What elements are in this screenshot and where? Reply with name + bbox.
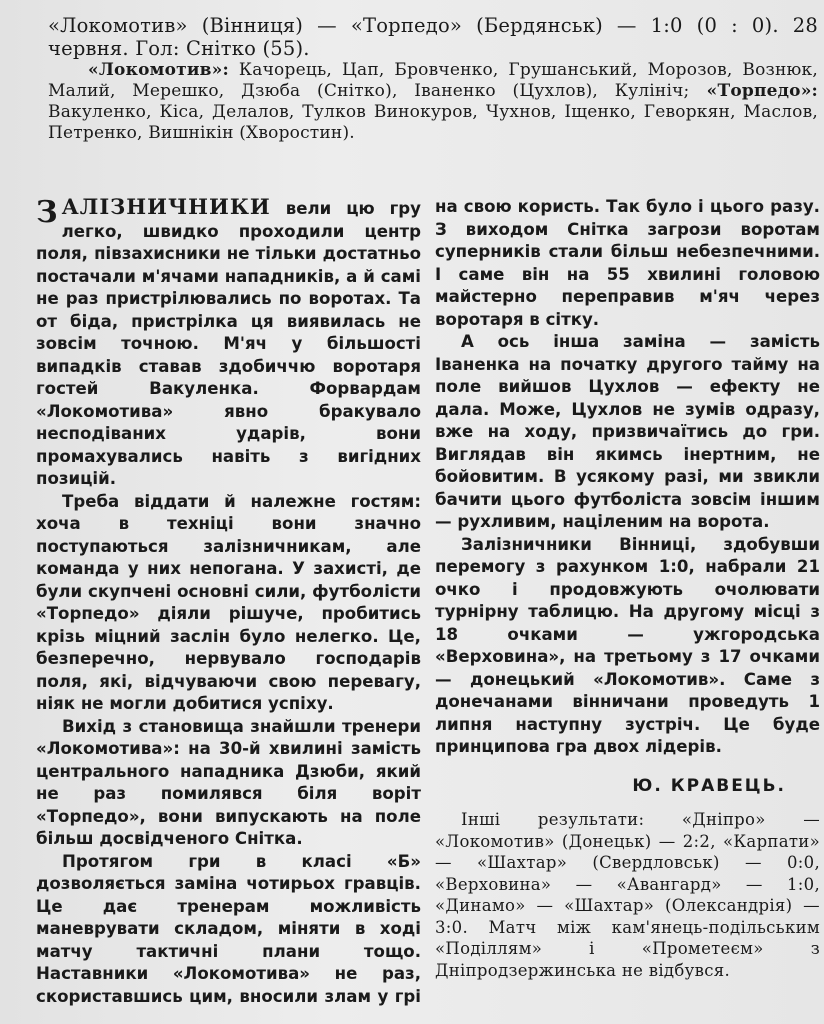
article-flow (36, 196, 820, 1016)
flow-paragraph-3: Вихід з становища знайшли тренери «Локомотива»: на 30-й хвилині замість центрального нападника Дзюби, який не раз помилявся біля воріт «Торпедо», вони випускають на поле більш досвідченого Снітка. (36, 716, 421, 848)
flow-lead-word: АЛІЗНИЧНИКИ (61, 194, 271, 219)
flow-paragraph-1 (36, 196, 421, 491)
match-result-line: «Локомотив» (Вінниця) — «Торпедо» (Бердянськ) — 1:0 (0 : 0). 28 червня. Гол: Снітко (55). (48, 14, 818, 60)
flow-drop-cap: З (36, 195, 58, 230)
lineups (48, 60, 818, 144)
lineup-team-2: «Торпедо»: (689, 81, 818, 101)
match-header (48, 14, 818, 144)
lineup-team-1: «Локомотив»: (88, 60, 229, 80)
flow-paragraph-5: А ось інша заміна — замість Іваненка на початку другого тайму на поле вийшов Цухлов — ефекту не дала. Може, Цухлов не зумів одразу, вже на ходу, призвичаїтись до гри. Виглядав він якимсь інертним, не бойовитим. В усякому разі, ми звикли бачити цього футболіста зовсім іншим — рухливим, націленим на ворота. (435, 332, 820, 531)
flow-paragraph-4: Протягом гри в класі «Б» дозволяється заміна чотирьох гравців. Це дає тренерам можливість маневрувати складом, міняти в ході матчу тактичні плани тощо. Наставники «Локомотива» не раз, скориставшись цим, вносили злам у грі на свою користь. Так було і цього разу. З виходом Снітка загрози воротам суперників стали більш небезпечними. І саме він на 55 хвилині головою майстерно переправив м'яч через воротаря в сітку. (36, 197, 820, 1006)
flow-paragraph-6: Залізничники Вінниці, здобувши перемогу з рахунком 1:0, набрали 21 очко і продовжують очолювати турнірну таблицю. На другому місці з 18 очками — ужгородська «Верховина», на третьому з 17 очками — донецький «Локомотив». Саме з донечанами вінничани проведуть 1 липня наступну зустріч. Це буде принципова гра двох лідерів. (435, 534, 820, 756)
lineup-players-2: Вакуленко, Кіса, Делалов, Тулков Винокуров, Чухнов, Іщенко, Геворкян, Маслов, Петренко, Вишнікін (Хворостин). (48, 102, 818, 143)
flow-paragraph-1-text: вели цю гру легко, швидко проходили центр поля, півзахисники не тільки достатньо постачали м'ячами нападників, а й самі не раз пристрілювались по воротах. Та от біда, пристрілка ця виявилась не зовсім точною. М'яч у більшості випадків ставав здобиччю воротаря гостей Вакуленка. Форвардам «Локомотива» явно бракувало несподіваних ударів, вони промахувались навіть з вигідних позицій. (36, 199, 421, 488)
flow-paragraph-2: Треба віддати й належне гостям: хоча в техніці вони значно поступаються залізничникам, але команда у них непогана. У захисті, де були скупчені основні сили, футболісти «Торпедо» діяли рішуче, пробитись крізь міцний заслін було нелегко. Це, безперечно, нервувало господарів поля, які, відчуваючи свою перевагу, ніяк не могли добитися успіху. (36, 491, 421, 713)
other-results: Інші результати: «Дніпро» — «Локомотив» (Донецьк) — 2:2, «Карпати» — «Шахтар» (Свердловськ) — 0:0, «Верховина» — «Авангард» — 1:0, «Динамо» — «Шахтар» (Олександрія) — 3:0. Матч між кам'янець-подільським «Поділлям» і «Прометеєм» з Дніпродзержинська не відбувся. (435, 810, 820, 980)
article-author: Ю. КРАВЕЦЬ. (632, 775, 786, 796)
lineup-players-1: Качорець, Цап, Бровченко, Грушанський, Морозов, Вознюк, Малий, Мерешко, Дзюба (Снітко), Іваненко (Цухлов), Кулініч; (48, 60, 818, 101)
